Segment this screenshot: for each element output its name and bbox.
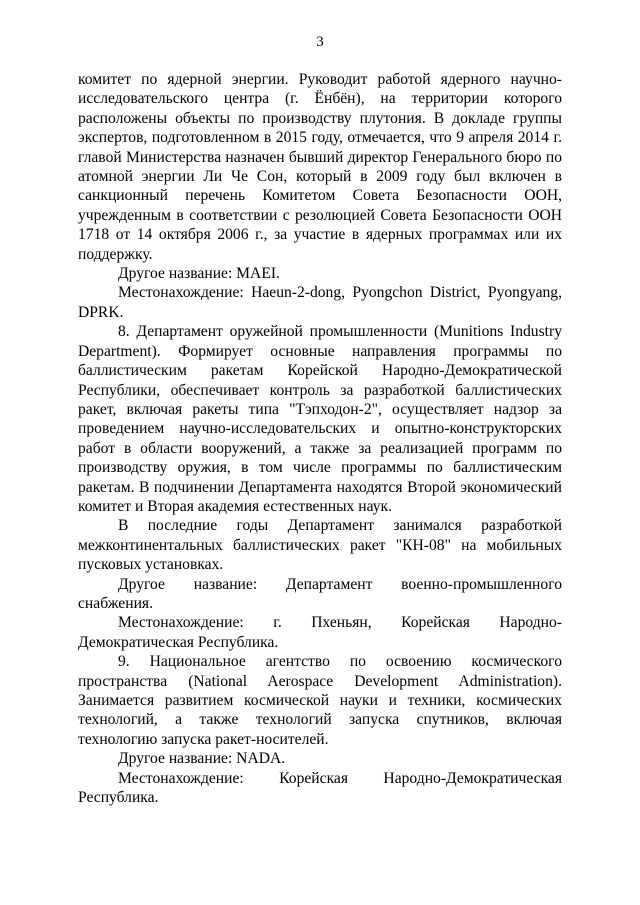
body-text: [78, 70, 562, 807]
paragraph-continuation: комитет по ядерной энергии. Руководит работой ядерного научно-исследовательского центра (г. Ёнбён), на территории которого расположены объекты по производству плутония. В докладе группы экспертов, подготовленном в 2015 году, отмечается, что 9 апреля 2014 г. главой Министерства назначен бывший директор Генерального бюро по атомной энергии Ли Че Сон, который в 2009 году был включен в санкционный перечень Комитетом Совета Безопасности ООН, учрежденным в соответствии с резолюцией Совета Безопасности ООН 1718 от 14 октября 2006 г., за участие в ядерных программах или их поддержку.: [78, 71, 562, 263]
paragraph-other-name-nada: Другое название: NADA.: [118, 750, 286, 768]
paragraph-location-nada: Местонахождение: Корейская Народно-Демократическая Республика.: [78, 769, 562, 807]
paragraph-item-8-recent: В последние годы Департамент занимался разработкой межконтинентальных баллистических ракет "КН-08" на мобильных пусковых установках.: [78, 517, 562, 574]
paragraph-other-name-maei: Другое название: MAEI.: [118, 265, 280, 283]
paragraph-location-munitions: Местонахождение: г. Пхеньян, Корейская Народно-Демократическая Республика.: [78, 614, 562, 651]
paragraph-other-name-munitions: Другое название: Департамент военно-промышленного снабжения.: [78, 575, 562, 612]
paragraph-location-maei: Местонахождение: Haeun-2-dong, Pyongchon District, Pyongyang, DPRK.: [78, 284, 562, 321]
paragraph-item-8: 8. Департамент оружейной промышленности (Munitions Industry Department). Формирует основные направления программы по баллистическим ракетам Корейской Народно-Демократической Республики, обеспечивает контроль за разработкой баллистических ракет, включая ракеты типа "Тэпходон-2", осуществляет надзор за проведением научно-исследовательских и опытно-конструкторских работ в области вооружений, а также за реализацией программ по производству оружия, в том числе программы по баллистическим ракетам. В подчинении Департамента находятся Второй экономический комитет и Вторая академия естественных наук.: [78, 323, 562, 515]
paragraph-item-9: 9. Национальное агентство по освоению космического пространства (National Aerospace Development Administration). Занимается развитием космической науки и техники, космических технологий, а также технологий запуска спутников, включая технологию запуска ракет-носителей.: [78, 653, 562, 748]
page-number: 3: [316, 34, 324, 50]
